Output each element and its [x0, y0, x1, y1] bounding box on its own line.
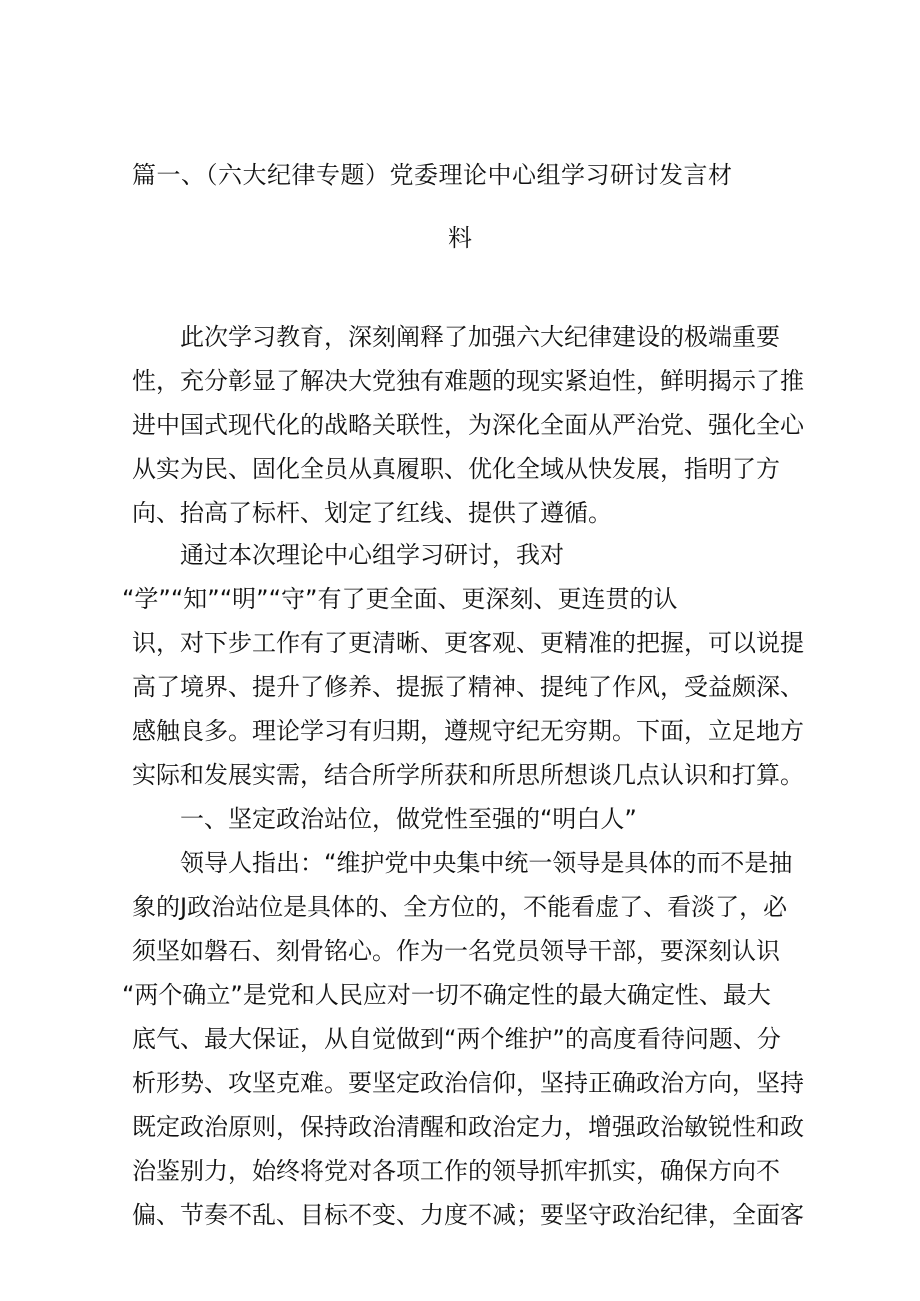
paragraph-line: 通过本次理论中心组学习研讨，我对 [180, 541, 564, 569]
paragraph-line: 此次学习教育，深刻阐释了加强六大纪律建设的极端重要 [180, 323, 780, 351]
document-title: 篇一、（六大纪律专题）党委理论中心组学习研讨发言材 [132, 161, 733, 189]
paragraph-line: 偏、节奏不乱、目标不变、力度不减；要坚守政治纪律，全面客 [132, 1201, 804, 1229]
paragraph-line: 实际和发展实需，结合所学所获和所思所想谈几点认识和打算。 [132, 761, 804, 789]
paragraph-line: 领导人指出：“维护党中央集中统一领导是具体的而不是抽 [180, 849, 793, 877]
paragraph-line: 治鉴别力，始终将党对各项工作的领导抓牢抓实，确保方向不 [132, 1157, 780, 1185]
document-title-continuation: 料 [448, 224, 472, 252]
paragraph-line: 进中国式现代化的战略关联性，为深化全面从严治党、强化全心 [132, 411, 804, 439]
paragraph-line: 底气、最大保证，从自觉做到“两个维护”的高度看待问题、分 [132, 1025, 781, 1053]
section-heading: 一、坚定政治站位，做党性至强的“明白人” [180, 805, 637, 833]
paragraph-line: 向、抬高了标杆、划定了红线、提供了遵循。 [132, 499, 612, 527]
paragraph-line: 析形势、攻坚克难。要坚定政治信仰，坚持正确政治方向，坚持 [132, 1069, 804, 1097]
paragraph-line: 性，充分彰显了解决大党独有难题的现实紧迫性，鲜明揭示了推 [132, 367, 804, 395]
paragraph-line: 感触良多。理论学习有归期，遵规守纪无穷期。下面，立足地方 [132, 717, 804, 745]
paragraph-line: 识，对下步工作有了更清晰、更客观、更精准的把握，可以说提 [132, 629, 804, 657]
paragraph-line: “学”“知”“明”“守”有了更全面、更深刻、更连贯的认 [122, 585, 678, 613]
paragraph-line: 既定政治原则，保持政治清醒和政治定力，增强政治敏锐性和政 [132, 1113, 804, 1141]
paragraph-line: 从实为民、固化全员从真履职、优化全域从快发展，指明了方 [132, 455, 780, 483]
paragraph-line: “两个确立”是党和人民应对一切不确定性的最大确定性、最大 [122, 981, 771, 1009]
paragraph-line: 须坚如磐石、刻骨铭心。作为一名党员领导干部，要深刻认识 [132, 937, 780, 965]
paragraph-line: 高了境界、提升了修养、提振了精神、提纯了作风，受益颇深、 [132, 673, 804, 701]
paragraph-line: 象的J政治站位是具体的、全方位的，不能看虚了、看淡了，必 [132, 893, 788, 921]
